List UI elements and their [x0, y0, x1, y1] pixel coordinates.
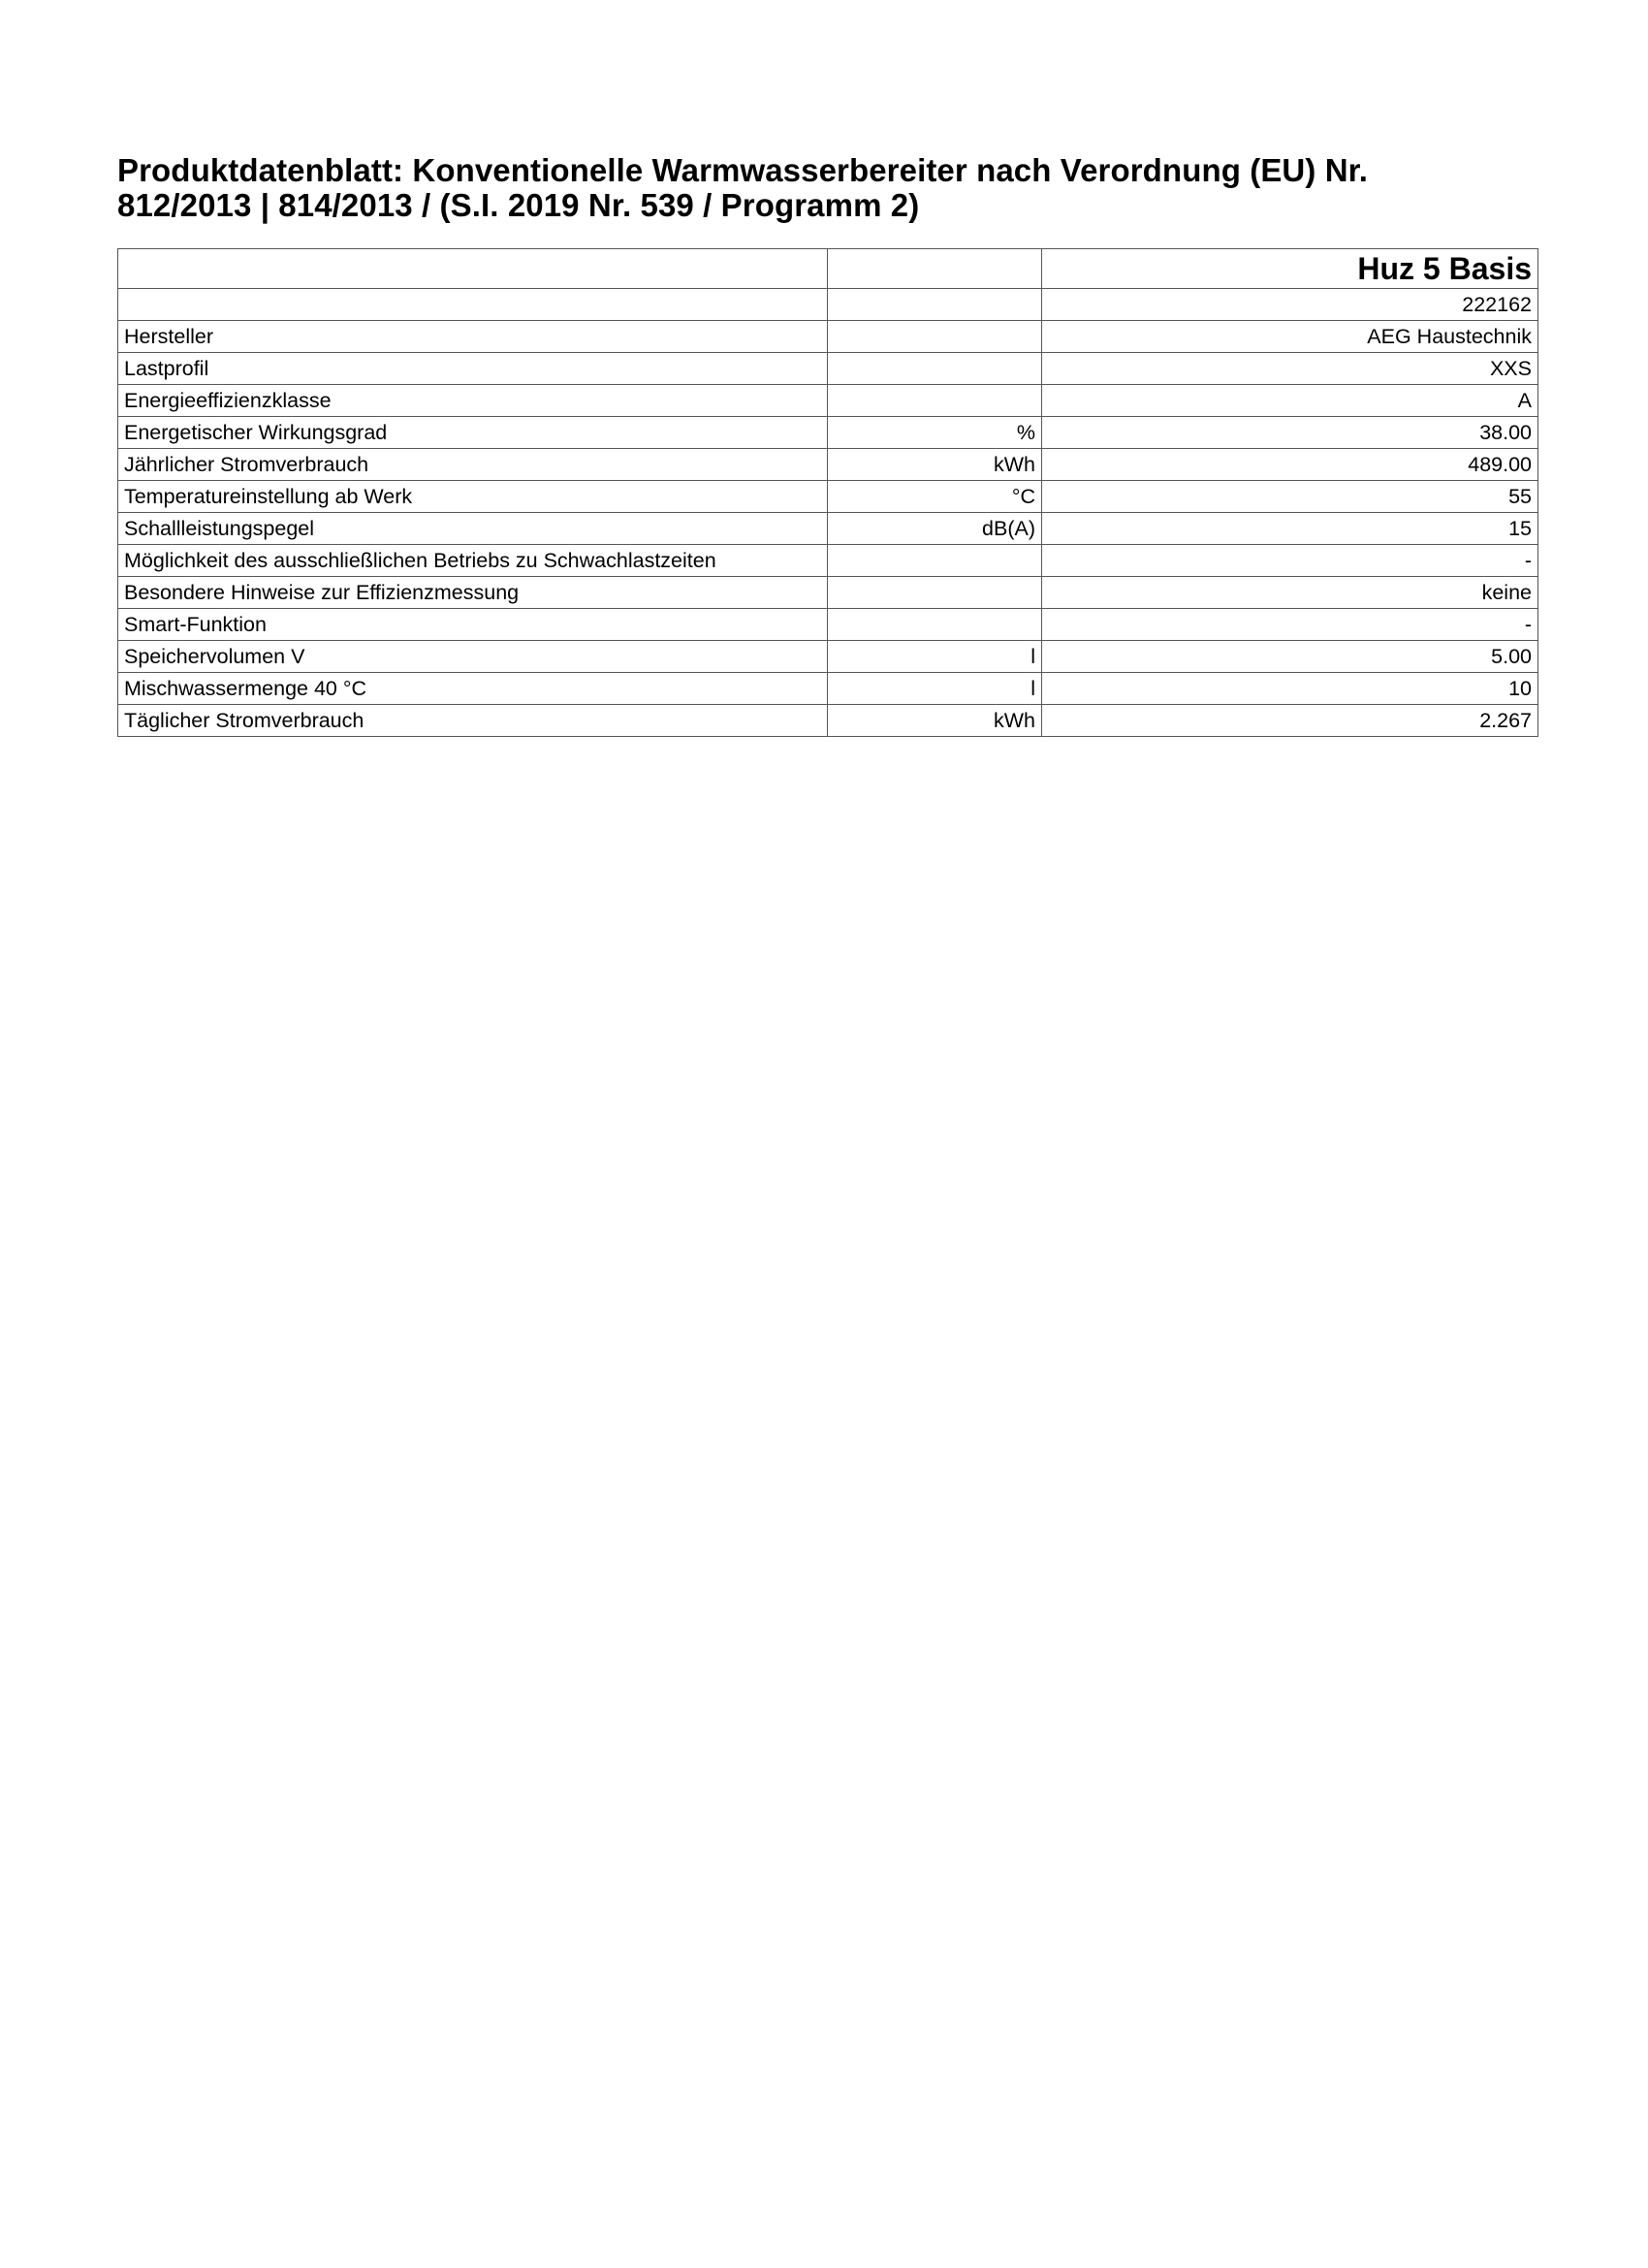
article-number-label-cell — [118, 289, 828, 321]
table-row — [118, 449, 1538, 481]
page-title-line-2: 812/2013 | 814/2013 / (S.I. 2019 Nr. 539 / Programm 2) — [117, 187, 920, 223]
row-unit: °C — [828, 481, 1042, 513]
row-unit: kWh — [828, 705, 1042, 737]
row-value: 5.00 — [1042, 641, 1538, 673]
row-label: Besondere Hinweise zur Effizienzmessung — [118, 577, 828, 609]
row-value: XXS — [1042, 353, 1538, 385]
table-row — [118, 353, 1538, 385]
table-row — [118, 609, 1538, 641]
table-row — [118, 673, 1538, 705]
row-label: Jährlicher Stromverbrauch — [118, 449, 828, 481]
row-unit: dB(A) — [828, 513, 1042, 545]
row-label: Energieeffizienzklasse — [118, 385, 828, 417]
row-label: Mischwassermenge 40 °C — [118, 673, 828, 705]
row-label: Speichervolumen V — [118, 641, 828, 673]
table-row — [118, 417, 1538, 449]
page-title — [117, 153, 1533, 223]
table-row — [118, 513, 1538, 545]
row-unit — [828, 353, 1042, 385]
page-title-line-1: Produktdatenblatt: Konventionelle Warmwasserbereiter nach Verordnung (EU) Nr. — [117, 152, 1369, 188]
row-value: 55 — [1042, 481, 1538, 513]
row-unit — [828, 545, 1042, 577]
row-value: A — [1042, 385, 1538, 417]
row-label: Temperatureinstellung ab Werk — [118, 481, 828, 513]
model-name-unit-cell — [828, 249, 1042, 289]
row-value: 2.267 — [1042, 705, 1538, 737]
table-row — [118, 385, 1538, 417]
table-row — [118, 577, 1538, 609]
row-label: Schallleistungspegel — [118, 513, 828, 545]
row-value: 10 — [1042, 673, 1538, 705]
row-label: Möglichkeit des ausschließlichen Betriebs zu Schwachlastzeiten — [118, 545, 828, 577]
row-value: 38.00 — [1042, 417, 1538, 449]
row-label: Lastprofil — [118, 353, 828, 385]
row-value: 15 — [1042, 513, 1538, 545]
row-unit: % — [828, 417, 1042, 449]
table-row — [118, 705, 1538, 737]
row-unit: l — [828, 673, 1042, 705]
table-row — [118, 641, 1538, 673]
row-value: 489.00 — [1042, 449, 1538, 481]
row-label: Smart-Funktion — [118, 609, 828, 641]
row-value: keine — [1042, 577, 1538, 609]
row-value: - — [1042, 545, 1538, 577]
table-row — [118, 545, 1538, 577]
row-label: Täglicher Stromverbrauch — [118, 705, 828, 737]
row-label: Energetischer Wirkungsgrad — [118, 417, 828, 449]
article-number: 222162 — [1042, 289, 1538, 321]
article-number-row — [118, 289, 1538, 321]
row-unit — [828, 577, 1042, 609]
row-unit: kWh — [828, 449, 1042, 481]
row-unit: l — [828, 641, 1042, 673]
row-label: Hersteller — [118, 321, 828, 353]
row-value: AEG Haustechnik — [1042, 321, 1538, 353]
article-number-unit-cell — [828, 289, 1042, 321]
row-unit — [828, 385, 1042, 417]
product-data-table — [117, 248, 1538, 737]
table-row — [118, 321, 1538, 353]
row-value: - — [1042, 609, 1538, 641]
row-unit — [828, 609, 1042, 641]
model-name-row — [118, 249, 1538, 289]
model-name: Huz 5 Basis — [1042, 249, 1538, 289]
table-row — [118, 481, 1538, 513]
model-name-label-cell — [118, 249, 828, 289]
row-unit — [828, 321, 1042, 353]
